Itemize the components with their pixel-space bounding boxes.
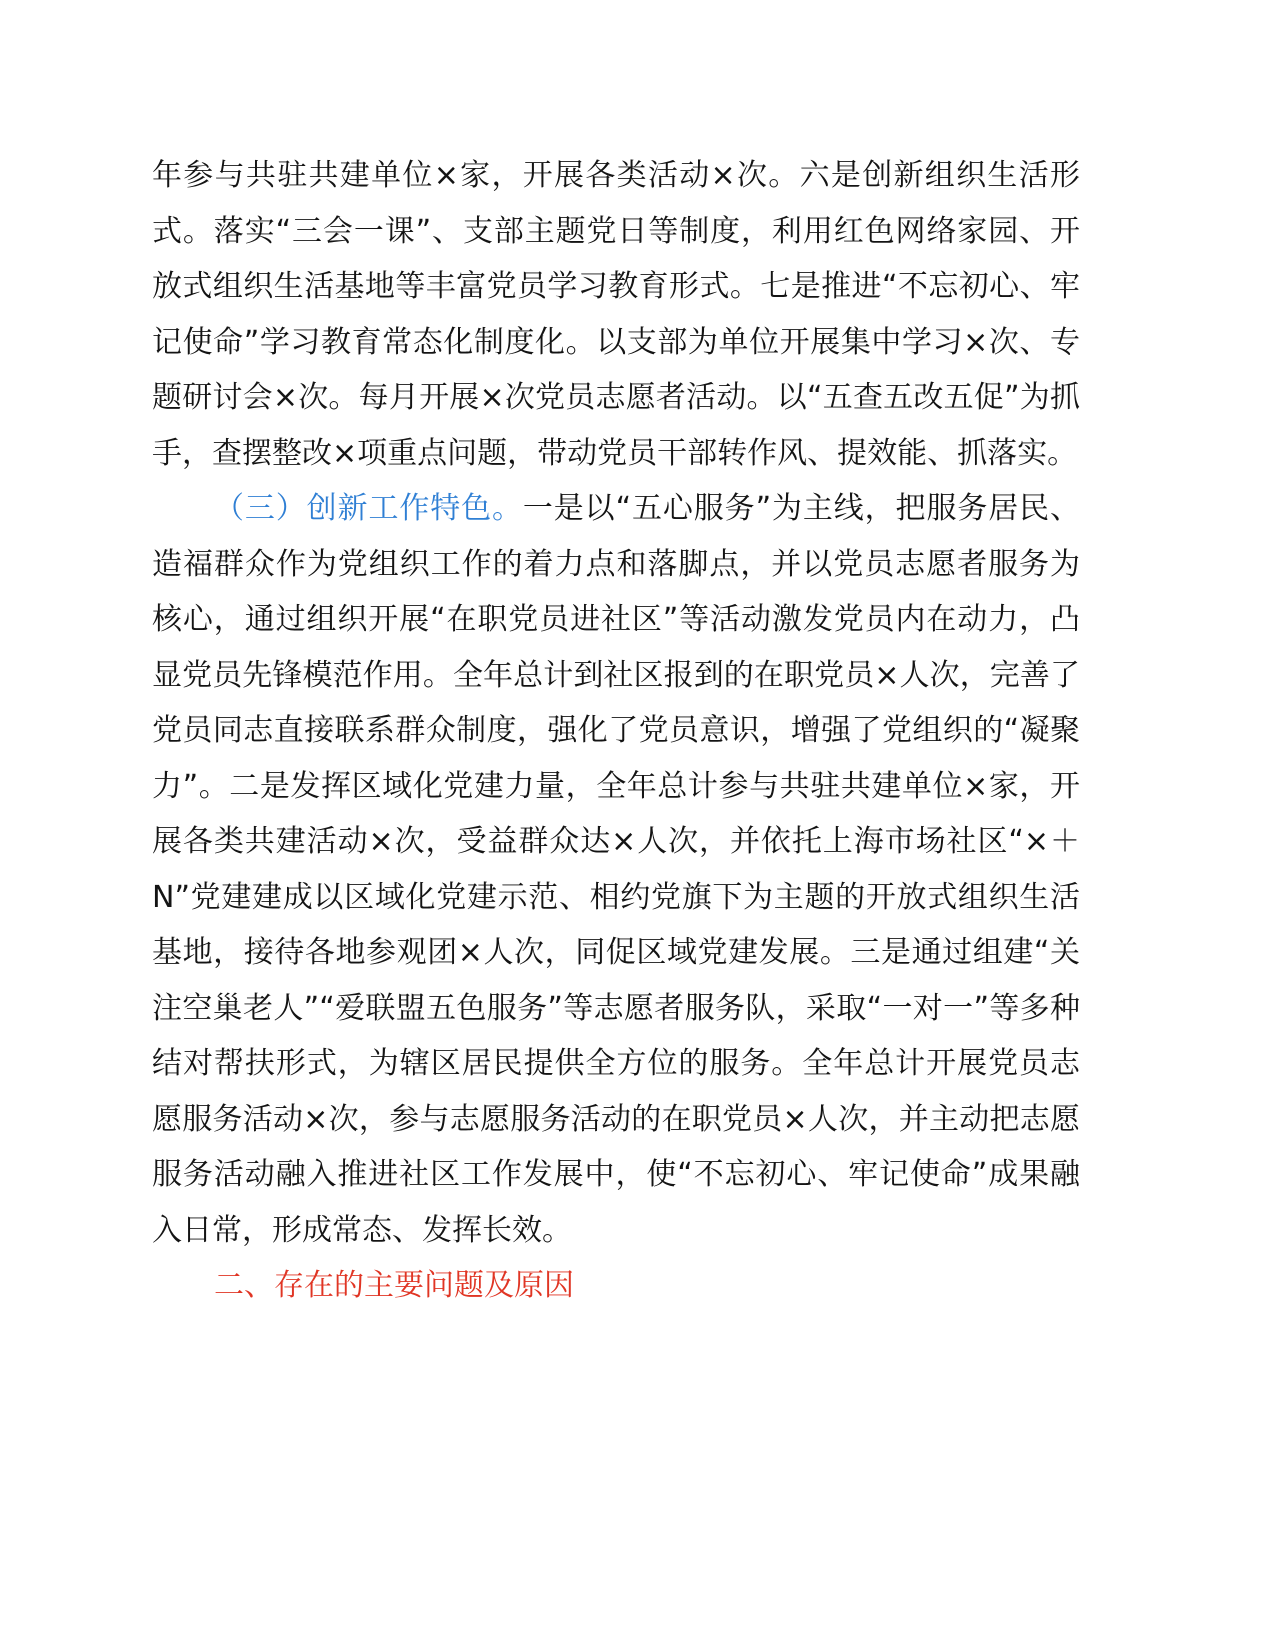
paragraph-text: 一是以“五心服务”为主线，把服务居民、造福群众作为党组织工作的着力点和落脚点，并以党员志愿者服务为核心，通过组织开展“在职党员进社区”等活动激发党员内在动力，凸显党员先锋模范作用。全年总计到社区报到的在职党员×人次，完善了党员同志直接联系群众制度，强化了党员意识，增强了党组织的“凝聚力”。二是发挥区域化党建力量，全年总计参与共驻共建单位×家，开展各类共建活动×次，受益群众达×人次，并依托上海市场社区“×＋N”党建建成以区域化党建示范、相约党旗下为主题的开放式组织生活基地，接待各地参观团×人次，同促区域党建发展。三是通过组建“关注空巢老人”“爱联盟五色服务”等志愿者服务队，采取“一对一”等多种结对帮扶形式，为辖区居民提供全方位的服务。全年总计开展党员志愿服务活动×次，参与志愿服务活动的在职党员×人次，并主动把志愿服务活动融入推进社区工作发展中，使“不忘初心、牢记使命”成果融入日常，形成常态、发挥长效。	[152, 491, 1081, 1248]
document-body	[152, 148, 1080, 1314]
subheading-innovation-features: （三）创新工作特色。	[214, 491, 523, 526]
section-heading-problems	[152, 1258, 1080, 1314]
paragraph-continuation	[152, 148, 1080, 481]
section-heading-text: 二、存在的主要问题及原因	[214, 1268, 574, 1303]
paragraph-innovation-features	[152, 481, 1080, 1258]
paragraph-text: 年参与共驻共建单位×家，开展各类活动×次。六是创新组织生活形式。落实“三会一课”、支部主题党日等制度，利用红色网络家园、开放式组织生活基地等丰富党员学习教育形式。七是推进“不忘初心、牢记使命”学习教育常态化制度化。以支部为单位开展集中学习×次、专题研讨会×次。每月开展×次党员志愿者活动。以“五查五改五促”为抓手，查摆整改×项重点问题，带动党员干部转作风、提效能、抓落实。	[152, 158, 1080, 471]
